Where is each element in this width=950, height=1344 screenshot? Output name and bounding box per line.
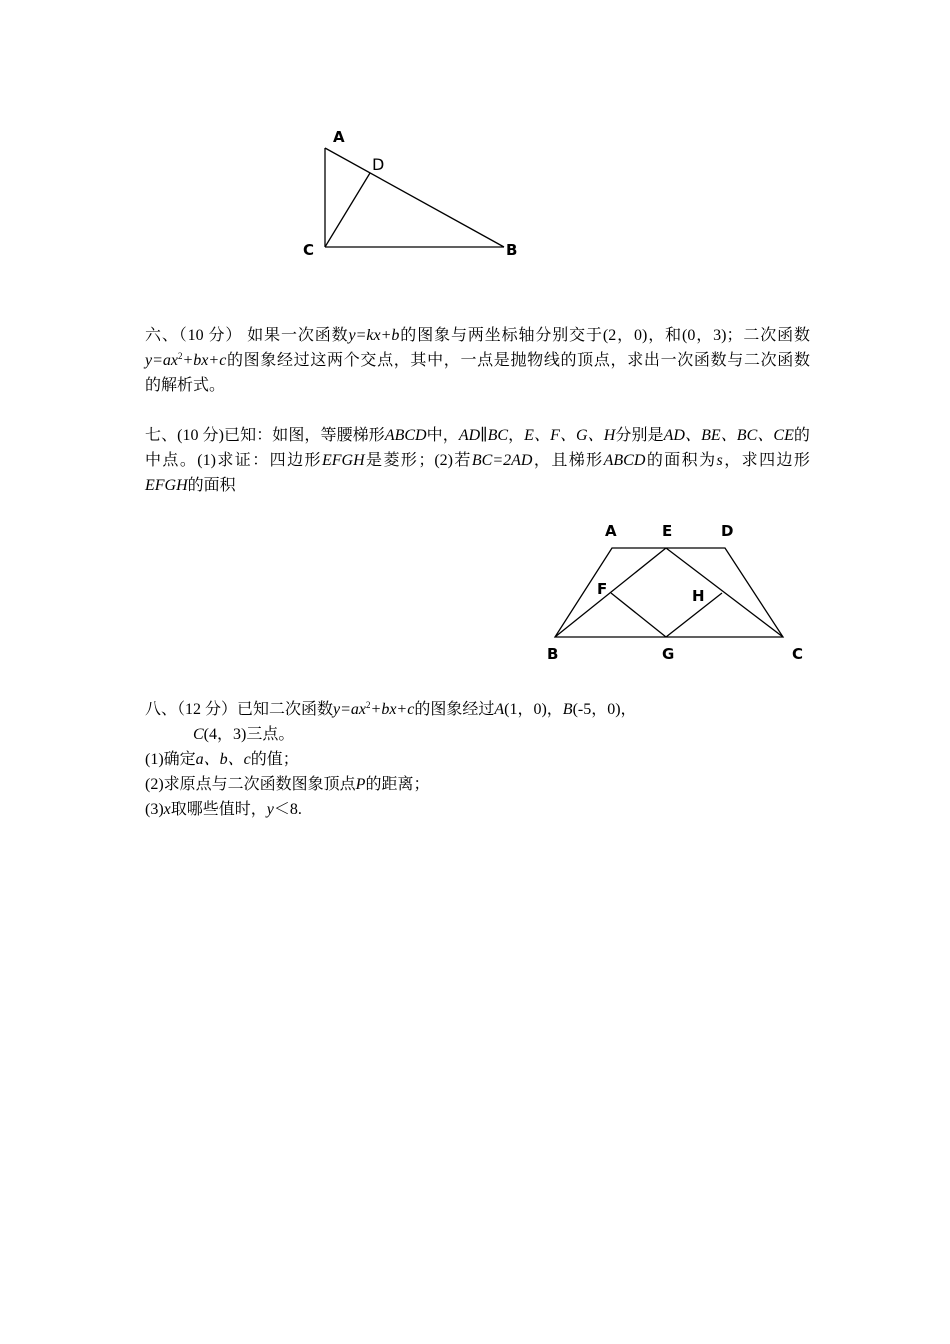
q7-line-1: 七、(10 分)已知：如图，等腰梯形ABCD中，AD∥BC，E、F、G、H分别是AD、BE、BC、CE的	[145, 427, 810, 444]
q7-line-3: EFGH的面积	[145, 477, 236, 494]
label-b: B	[506, 241, 518, 259]
segment-cd	[325, 173, 370, 247]
label-g: G	[662, 645, 675, 663]
q6-line-1: 六、（10 分） 如果一次函数y=kx+b的图象与两坐标轴分别交于(2，0)，和(0，3)；二次函数	[145, 327, 810, 344]
q8-line-2: C(4，3)三点。	[193, 726, 295, 743]
q6-line-3: 的解析式。	[145, 377, 226, 394]
q8-line-1: 八、（12 分）已知二次函数$y=ax^2+bx+c$的图象经过A(1，0)，B(-5，0)，	[145, 700, 637, 718]
q6-line-2: $y=ax^2+bx+c$的图象经过这两个交点，其中，一点是抛物线的顶点，求出一次函数与二次函数	[145, 351, 810, 369]
label-c: C	[303, 241, 315, 259]
segment-fg	[611, 593, 666, 637]
label-d: D	[372, 155, 385, 174]
question-8	[145, 697, 810, 822]
segment-ab	[325, 148, 504, 247]
label-b: B	[547, 645, 559, 663]
q7-line-2: 中点。(1)求证：四边形EFGH是菱形；(2)若BC=2AD，且梯形ABCD的面积为s，求四边形	[145, 452, 810, 469]
label-d: D	[721, 522, 734, 540]
q8-part-2: (2)求原点与二次函数图象顶点P的距离；	[145, 776, 430, 793]
figure-triangle	[290, 120, 530, 270]
label-a: A	[605, 522, 617, 540]
label-h: H	[692, 587, 705, 605]
question-6	[145, 323, 810, 398]
question-7	[145, 423, 810, 498]
q8-part-3: (3)x取哪些值时，y＜8.	[145, 801, 302, 818]
figure-trapezoid	[540, 515, 820, 670]
label-e: E	[662, 522, 673, 540]
label-a: A	[333, 128, 345, 146]
trapezoid-abcd	[555, 548, 783, 637]
q8-part-1: (1)确定a、b、c的值；	[145, 751, 299, 768]
label-c: C	[792, 645, 804, 663]
label-f: F	[597, 580, 608, 598]
